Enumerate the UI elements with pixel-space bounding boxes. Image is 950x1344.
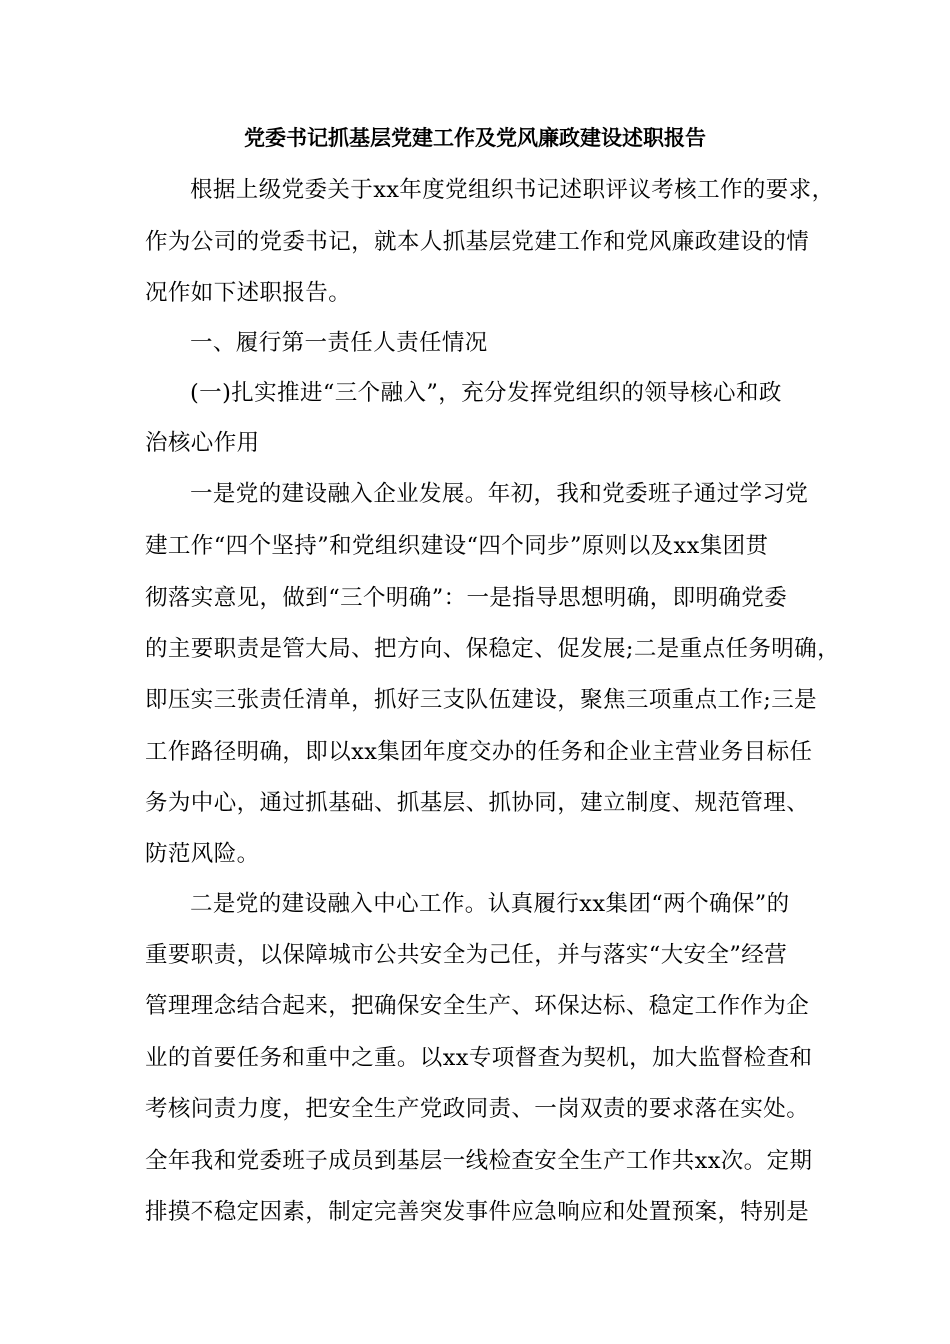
paragraph-line: 管理理念结合起来，把确保安全生产、环保达标、稳定工作作为企 xyxy=(145,993,810,1019)
section-heading: 一、履行第一责任人责任情况 xyxy=(190,330,488,356)
subsection-heading: (一)扎实推进“三个融入”，充分发挥党组织的领导核心和政 xyxy=(190,380,782,406)
paragraph-line: 全年我和党委班子成员到基层一线检查安全生产工作共xx次。定期 xyxy=(145,1148,813,1174)
paragraph-line: 彻落实意见，做到“三个明确”：一是指导思想明确，即明确党委 xyxy=(145,585,788,611)
paragraph-line: 况作如下述职报告。 xyxy=(145,280,352,306)
paragraph-line: 重要职责，以保障城市公共安全为己任，并与落实“大安全”经营 xyxy=(145,942,788,968)
paragraph-line: 业的首要任务和重中之重。以xx专项督查为契机，加大监督检查和 xyxy=(145,1045,813,1071)
paragraph-line: 建工作“四个坚持”和党组织建设“四个同步”原则以及xx集团贯 xyxy=(145,533,769,559)
paragraph-line: 排摸不稳定因素，制定完善突发事件应急响应和处置预案，特别是 xyxy=(145,1199,810,1225)
paragraph-line: 考核问责力度，把安全生产党政同责、一岗双责的要求落在实处。 xyxy=(145,1096,810,1122)
paragraph-line: 二是党的建设融入中心工作。认真履行xx集团“两个确保”的 xyxy=(190,891,790,917)
paragraph-line: 作为公司的党委书记，就本人抓基层党建工作和党风廉政建设的情 xyxy=(145,229,810,255)
paragraph-line: 防范风险。 xyxy=(145,841,260,867)
subsection-heading: 治核心作用 xyxy=(145,430,260,456)
paragraph-line: 工作路径明确，即以xx集团年度交办的任务和企业主营业务目标任 xyxy=(145,739,813,765)
paragraph-line: 根据上级党委关于xx年度党组织书记述职评议考核工作的要求， xyxy=(190,177,835,203)
paragraph-line: 的主要职责是管大局、把方向、保稳定、促发展;二是重点任务明确， xyxy=(145,636,840,662)
paragraph-line: 即压实三张责任清单，抓好三支队伍建设，聚焦三项重点工作;三是 xyxy=(145,687,818,713)
document-title: 党委书记抓基层党建工作及党风廉政建设述职报告 xyxy=(244,125,706,150)
paragraph-line: 务为中心，通过抓基础、抓基层、抓协同，建立制度、规范管理、 xyxy=(145,790,810,816)
paragraph-line: 一是党的建设融入企业发展。年初，我和党委班子通过学习党 xyxy=(190,481,809,507)
